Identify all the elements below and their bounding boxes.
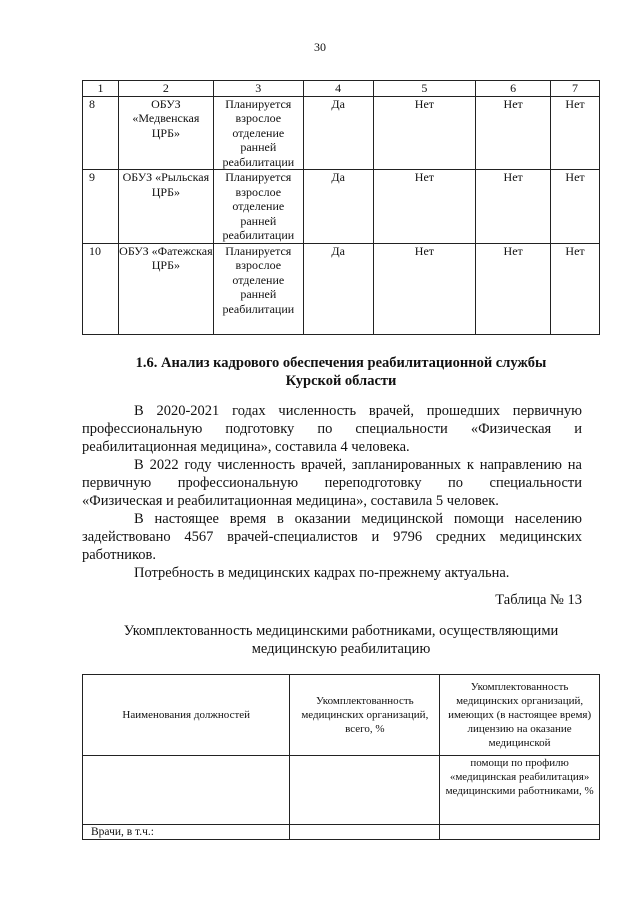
paragraph-line: «Физическая и реабилитационная медицина», составила 5 человек. xyxy=(82,493,499,509)
position-cell xyxy=(83,825,290,840)
value-cell: Нет xyxy=(476,170,551,244)
header-cell: 4 xyxy=(303,81,373,97)
value-cell: Да xyxy=(303,96,373,170)
value-cell: Да xyxy=(303,243,373,334)
table-header-row xyxy=(83,81,600,97)
paragraph-line: задействовано 4567 врачей-специалистов и 9796 средних медицинских xyxy=(82,529,582,545)
table-row xyxy=(83,170,600,244)
value-cell: Нет xyxy=(373,96,476,170)
header-cell: Наименования должностей xyxy=(83,675,290,756)
table-row xyxy=(83,825,600,840)
value-cell: Нет xyxy=(373,243,476,334)
row-number: 10 xyxy=(83,243,119,334)
value-cell: Нет xyxy=(551,243,600,334)
row-number: 9 xyxy=(83,170,119,244)
header-cell: 6 xyxy=(476,81,551,97)
header-cell: 7 xyxy=(551,81,600,97)
value-cell: Нет xyxy=(551,170,600,244)
rehab-departments-table xyxy=(82,80,600,335)
section-heading xyxy=(82,354,600,390)
organization-cell: ОБУЗ «Медвенская ЦРБ» xyxy=(118,96,213,170)
value-cell xyxy=(290,825,440,840)
paragraph-line: профессиональную подготовку по специальности «Физическая и xyxy=(82,421,582,437)
header-cell: Укомплектованность медицинских организаций, имеющих (в настоящее время) лицензию на оказание медицинской xyxy=(440,675,600,756)
section-heading-line: Курской области xyxy=(285,373,397,389)
caption-line: Укомплектованность медицинскими работниками, осуществляющими xyxy=(123,623,559,639)
table-caption xyxy=(82,622,600,658)
header-cell xyxy=(83,756,290,825)
value-cell: Нет xyxy=(476,96,551,170)
plan-cell: Планируется взрослое отделение ранней реабилитации xyxy=(213,170,303,244)
paragraph-line: В 2022 году численность врачей, запланированных к направлению на xyxy=(134,457,582,473)
header-cell: помощи по профилю «медицинская реабилитация» медицинскими работниками, % xyxy=(440,756,600,825)
paragraph-line: первичную профессиональную переподготовку по специальности xyxy=(82,475,582,491)
table-row xyxy=(83,96,600,170)
paragraph-line: реабилитационная медицина», составила 4 человека. xyxy=(82,439,410,455)
value-cell: Нет xyxy=(551,96,600,170)
plan-cell: Планируется взрослое отделение ранней реабилитации xyxy=(213,96,303,170)
table-header-row xyxy=(83,675,600,756)
header-cell: Укомплектованность медицинских организаций, всего, % xyxy=(290,675,440,756)
header-cell: 1 xyxy=(83,81,119,97)
organization-cell: ОБУЗ «Фатежская ЦРБ» xyxy=(118,243,213,334)
staffing-table xyxy=(82,674,600,840)
table-header-row xyxy=(83,756,600,825)
header-cell: 5 xyxy=(373,81,476,97)
value-cell: Да xyxy=(303,170,373,244)
paragraph-line: Потребность в медицинских кадрах по-прежнему актуальна. xyxy=(134,565,510,581)
value-cell xyxy=(440,825,600,840)
plan-cell: Планируется взрослое отделение ранней реабилитации xyxy=(213,243,303,334)
position-label: Врачи, в т.ч.: xyxy=(91,826,154,838)
paragraph-line: В 2020-2021 годах численность врачей, прошедших первичную xyxy=(134,403,582,419)
value-cell: Нет xyxy=(476,243,551,334)
row-number: 8 xyxy=(83,96,119,170)
section-heading-line: 1.6. Анализ кадрового обеспечения реабилитационной службы xyxy=(135,355,547,371)
caption-line: медицинскую реабилитацию xyxy=(251,641,431,657)
header-cell: 3 xyxy=(213,81,303,97)
header-cell xyxy=(290,756,440,825)
value-cell: Нет xyxy=(373,170,476,244)
paragraph-line: работников. xyxy=(82,547,157,563)
paragraph-line: В настоящее время в оказании медицинской помощи населению xyxy=(134,511,582,527)
page-number: 30 xyxy=(314,40,326,54)
organization-cell: ОБУЗ «Рыльская ЦРБ» xyxy=(118,170,213,244)
table-row xyxy=(83,243,600,334)
header-cell: 2 xyxy=(118,81,213,97)
table-label: Таблица № 13 xyxy=(495,592,582,608)
